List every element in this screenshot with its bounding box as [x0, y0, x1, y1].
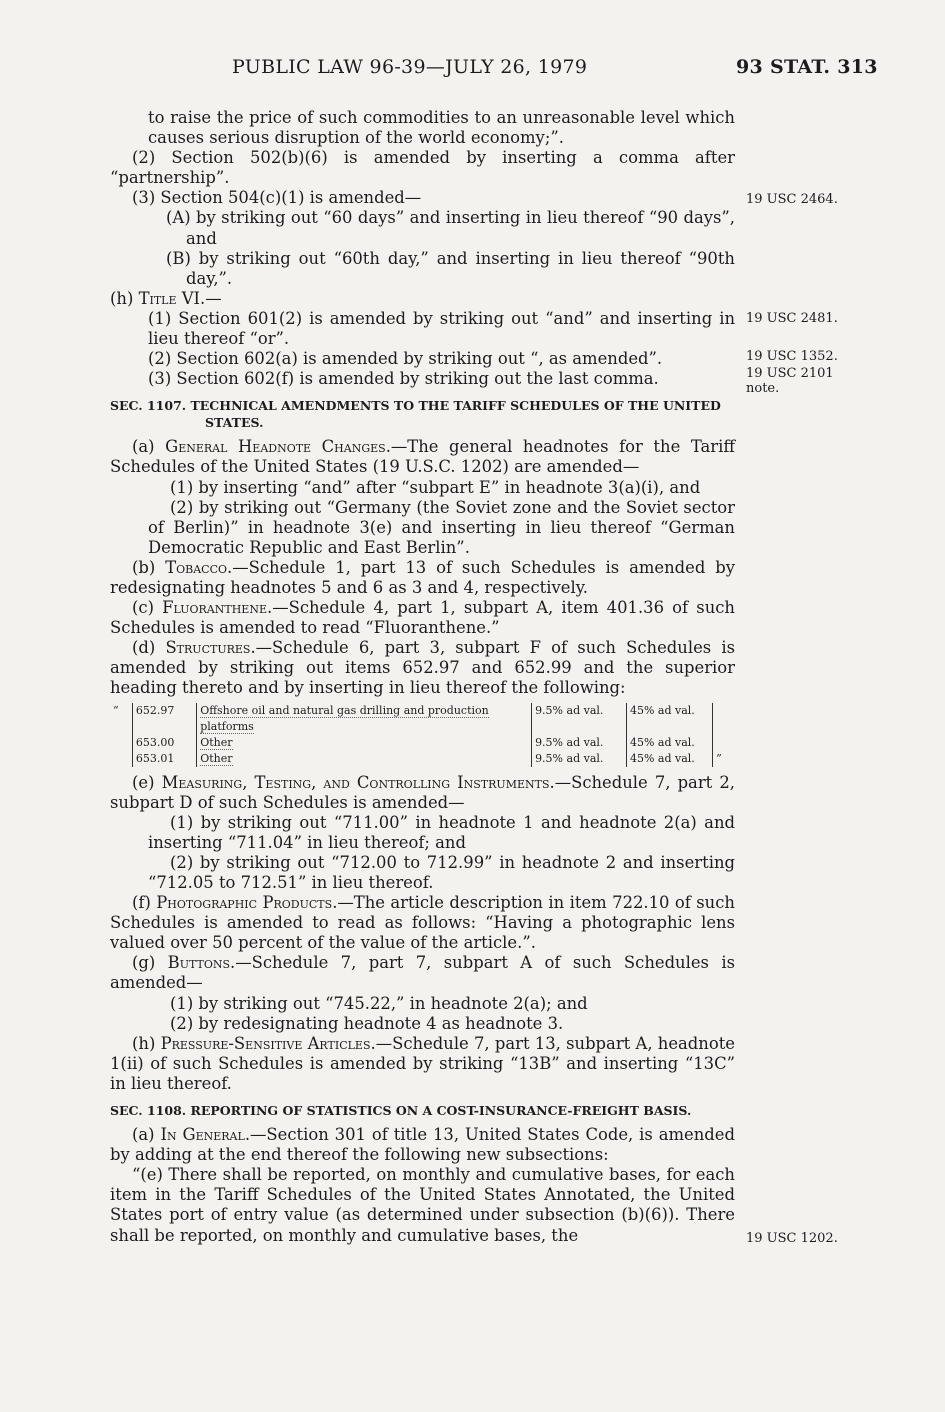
item-code: 652.97	[132, 703, 196, 735]
subsection-title: Pressure-Sensitive Articles	[160, 1033, 371, 1053]
subsection-label: (g)	[132, 953, 168, 973]
paragraph: (2) Section 502(b)(6) is amended by inserting a comma after “partnership”.	[110, 148, 735, 188]
paragraph: (2) by striking out “Germany (the Soviet zone and the Soviet sector of Berlin)” in headnote 3(e) and inserting in lieu thereof “German Democratic Republic and East Berlin”.	[148, 497, 735, 557]
subsection-label: (e)	[132, 772, 162, 792]
subsection-label: (a)	[132, 437, 166, 457]
page-header	[0, 56, 945, 86]
margin-note: 19 USC 2464.	[746, 192, 838, 207]
subsection-title: General Headnote Changes	[165, 437, 386, 457]
rate-column-1: 9.5% ad val.	[532, 751, 627, 767]
item-code: 653.01	[132, 751, 196, 767]
subsection-text: .—The article description in item 722.10 of such Schedules is amended to read as follows: “Having a photographic lens valued over 50 percent of the value of the article.”.	[110, 893, 735, 953]
table-row	[110, 735, 735, 751]
rate-column-2: 45% ad val.	[626, 735, 712, 751]
subsection-text: .—Section 301 of title 13, United States Code, is amended by adding at the end thereof the following new subsections:	[110, 1125, 735, 1165]
paragraph	[110, 598, 735, 638]
body-text	[110, 108, 735, 1246]
table-spacer	[110, 751, 132, 767]
paragraph	[110, 558, 735, 598]
subsection-text: .—Schedule 1, part 13 of such Schedules is amended by redesignating headnotes 5 and 6 as 3 and 4, respectively.	[110, 557, 735, 597]
item-description-text: Other	[200, 735, 233, 749]
paragraph: (1) by striking out “711.00” in headnote 1 and headnote 2(a) and inserting “711.04” in lieu thereof; and	[148, 812, 735, 852]
paragraph: (1) Section 601(2) is amended by striking out “and” and inserting in lieu thereof “or”.	[148, 308, 735, 349]
paragraph	[110, 773, 735, 813]
close-quote: ”	[716, 751, 722, 765]
paragraph	[110, 893, 735, 953]
subsection-text: .—Schedule 7, part 13, subpart A, headnote 1(ii) of such Schedules is amended by striking “13B” and inserting “13C” in lieu thereof.	[110, 1033, 735, 1093]
item-code: 653.00	[132, 735, 196, 751]
table-spacer	[110, 735, 132, 751]
paragraph: (3) Section 504(c)(1) is amended—	[132, 188, 422, 208]
paragraph	[110, 1125, 735, 1165]
subsection-text: .—Schedule 7, part 2, subpart D of such Schedules is amended—	[110, 772, 735, 812]
page-title: PUBLIC LAW 96-39—JULY 26, 1979	[232, 56, 588, 78]
margin-note: 19 USC 1352.	[746, 349, 838, 364]
margin-note: 19 USC 1202.	[746, 1231, 838, 1246]
paragraph: (2) by redesignating headnote 4 as headnote 3.	[170, 1013, 564, 1033]
subsection-label: (h)	[132, 1033, 161, 1053]
subsection-label: (b)	[132, 557, 166, 577]
subsection-text: .—Schedule 6, part 3, subpart F of such Schedules is amended by striking out items 652.97 and 652.99 and the superior heading thereto and by inserting in lieu thereof the following:	[110, 638, 735, 698]
rate-column-1: 9.5% ad val.	[532, 703, 627, 735]
paragraph: (2) Section 602(a) is amended by striking out “, as amended”.	[148, 349, 663, 369]
rate-column-2: 45% ad val.	[626, 751, 712, 767]
open-quote: “	[113, 703, 119, 717]
subsection-label: (a)	[132, 1125, 161, 1145]
paragraph	[110, 437, 735, 477]
subsection-title: Tobacco	[165, 557, 228, 577]
subsection-title: Fluoranthene	[162, 598, 267, 618]
table-row	[110, 703, 735, 735]
subsection-text: .—Schedule 7, part 7, subpart A of such Schedules is amended—	[110, 953, 736, 993]
paragraph: (3) Section 602(f) is amended by striking out the last comma.	[148, 369, 659, 389]
item-description	[197, 703, 532, 735]
subsection-label: (d)	[132, 638, 166, 658]
subsection-title: Structures	[165, 638, 251, 658]
paragraph: (1) by inserting “and” after “subpart E” in headnote 3(a)(i), and	[170, 477, 701, 497]
section-heading-1107: SEC. 1107. TECHNICAL AMENDMENTS TO THE TARIFF SCHEDULES OF THE UNITED STATES.	[110, 398, 721, 431]
subsection-title: In General	[160, 1125, 245, 1145]
subsection-text: .—	[200, 288, 222, 308]
margin-note: 19 USC 2101	[746, 366, 834, 381]
paragraph	[110, 953, 735, 993]
item-description	[197, 735, 532, 751]
subsection-title: Photographic Products	[156, 893, 333, 913]
subsection-label: (f)	[132, 893, 157, 913]
paragraph: (B) by striking out “60th day,” and inserting in lieu thereof “90th day,”.	[166, 248, 735, 288]
subsection-text: .—The general headnotes for the Tariff Schedules of the United States (19 U.S.C. 1202) are amended—	[110, 437, 735, 477]
table-spacer	[713, 735, 735, 751]
paragraph: (1) by striking out “745.22,” in headnote 2(a); and	[170, 993, 588, 1013]
tariff-table	[110, 703, 735, 767]
paragraph: (A) by striking out “60 days” and inserting in lieu thereof “90 days”, and	[166, 208, 735, 248]
subsection-label: (h)	[110, 288, 139, 308]
subsection-label: (c)	[132, 598, 163, 618]
paragraph	[110, 1034, 735, 1094]
stat-citation: 93 STAT. 313	[736, 56, 878, 78]
table-spacer	[713, 703, 735, 735]
margin-note: 19 USC 2481.	[746, 311, 838, 326]
subsection-text: .—Schedule 4, part 1, subpart A, item 401.36 of such Schedules is amended to read “Fluoranthene.”	[110, 598, 735, 638]
section-heading-1108: SEC. 1108. REPORTING OF STATISTICS ON A COST-INSURANCE-FREIGHT BASIS.	[110, 1103, 692, 1119]
subsection-title: Measuring, Testing, and Controlling Instruments	[161, 772, 550, 792]
subsection-heading	[110, 289, 735, 309]
paragraph: “(e) There shall be reported, on monthly and cumulative bases, for each item in the Tariff Schedules of the United States Annotated, the United States port of entry value (as determined under subsection (b)(6)). There shall be reported, on monthly and cumulative bases, the	[110, 1165, 735, 1245]
item-description-text: Other	[200, 751, 233, 765]
paragraph: to raise the price of such commodities to an unreasonable level which causes serious disruption of the world economy;”.	[148, 108, 735, 148]
item-description-text: Offshore oil and natural gas drilling and production platforms	[200, 703, 489, 733]
rate-column-2: 45% ad val.	[626, 703, 712, 735]
margin-note: note.	[746, 381, 780, 396]
table-row	[110, 751, 735, 767]
rate-column-1: 9.5% ad val.	[532, 735, 627, 751]
item-description	[197, 751, 532, 767]
subsection-title: Buttons	[167, 953, 231, 973]
subsection-title: Title VI	[138, 288, 201, 308]
paragraph: (2) by striking out “712.00 to 712.99” in headnote 2 and inserting “712.05 to 712.51” in lieu thereof.	[148, 852, 735, 892]
paragraph	[110, 638, 735, 698]
